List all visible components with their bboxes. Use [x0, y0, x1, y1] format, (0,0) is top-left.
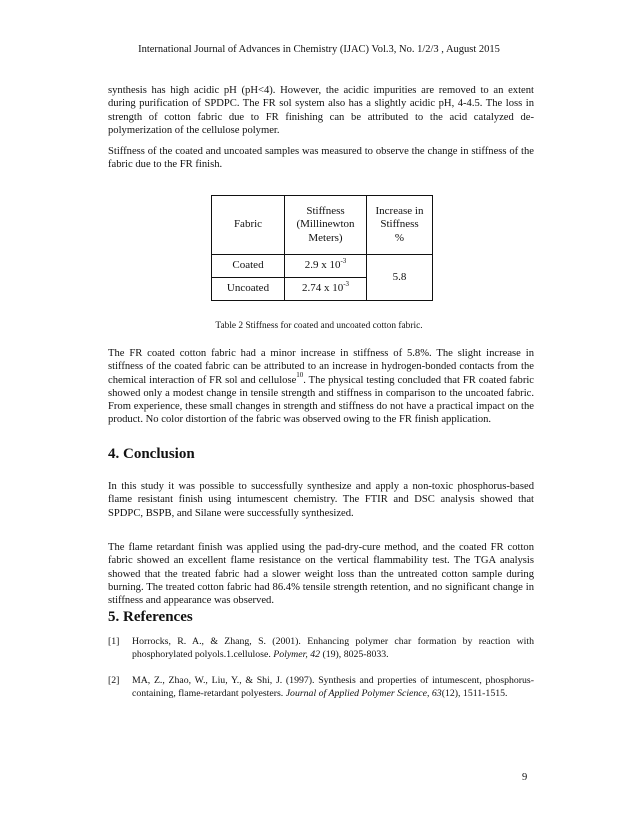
header-fabric: Fabric [212, 196, 285, 255]
paragraph-stiffness-intro: Stiffness of the coated and uncoated samples was measured to observe the change in stiffness of the fabric due to the FR finish. [108, 146, 534, 171]
cell-fabric-uncoated: Uncoated [212, 278, 285, 301]
reference-item [108, 635, 534, 661]
table-caption: Table 2 Stiffness for coated and uncoated cotton fabric. [215, 321, 423, 331]
stiffness-table [211, 195, 433, 301]
table-header-row [212, 196, 433, 255]
paragraph-acidity: synthesis has high acidic pH (pH<4). However, the acidic impurities are removed to an extent during purification of SPDPC. The FR sol system also has a slightly acidic pH, 4-4.5. The loss in strength of cotton fabric due to FR finishing can be attributed to the acid catalyzed de-polymerization of the cellulose polymer. [108, 85, 534, 136]
reference-text: MA, Z., Zhao, W., Liu, Y., & Shi, J. (1997). Synthesis and properties of intumescent, phosphorus-containing, flame-retardant polyesters. Journal of Applied Polymer Science, 63(12), 1511-1515. [132, 675, 534, 699]
paragraph-conclusion-1: In this study it was possible to successfully synthesize and apply a non-toxic phosphorus-based flame resistant finish using intumescent chemistry. The FTIR and DSC analysis showed that SPDPC, BSPB, and Silane were successfully synthesized. [108, 481, 534, 519]
page-number: 9 [522, 772, 528, 783]
reference-item [108, 674, 534, 700]
reference-text: Horrocks, R. A., & Zhang, S. (2001). Enhancing polymer char formation by reaction with phosphorylated polyols.1.cellulose. Polymer, 42 (19), 8025-8033. [132, 636, 534, 660]
running-header: International Journal of Advances in Chemistry (IJAC) Vol.3, No. 1/2/3 , August 2015 [138, 44, 500, 55]
section-heading-references: 5. References [108, 609, 193, 625]
cell-increase: 5.8 [367, 255, 433, 301]
paragraph-conclusion-2: The flame retardant finish was applied using the pad-dry-cure method, and the coated FR cotton fabric showed an excellent flame resistance on the vertical flammability test. The TGA analysis showed that the treated fabric had a slower weight loss than the untreated cotton sample during burning. The treated cotton fabric had 86.4% tensile strength retention, and no significant change in stiffness and appearance was observed. [108, 542, 534, 607]
section-heading-conclusion: 4. Conclusion [108, 446, 195, 462]
header-stiffness: Stiffness (Millinewton Meters) [285, 196, 367, 255]
reference-number: [1] [108, 636, 120, 647]
reference-number: [2] [108, 675, 120, 686]
cell-stiffness-uncoated: 2.74 x $10^{-3}$ [285, 278, 367, 301]
cell-stiffness-coated: 2.9 x $10^{-3}$ [285, 255, 367, 278]
paragraph-stiffness-discussion: The FR coated cotton fabric had a minor increase in stiffness of 5.8%. The slight increase in stiffness of the coated fabric can be attributed to an increase in hydrogen-bonded contacts from the chemical interaction of FR sol and cellulose$^{10}$. The physical testing concluded that FR coated fabric showed only a modest change in tensile strength and stiffness in comparison to the uncoated fabric. From experience, these small changes in strength and stiffness do not have a practical impact on the product. No color distortion of the fabric was observed owing to the FR finish application. [108, 348, 535, 426]
table-row [212, 255, 433, 278]
header-increase: Increase in Stiffness % [367, 196, 433, 255]
cell-fabric-coated: Coated [212, 255, 285, 278]
